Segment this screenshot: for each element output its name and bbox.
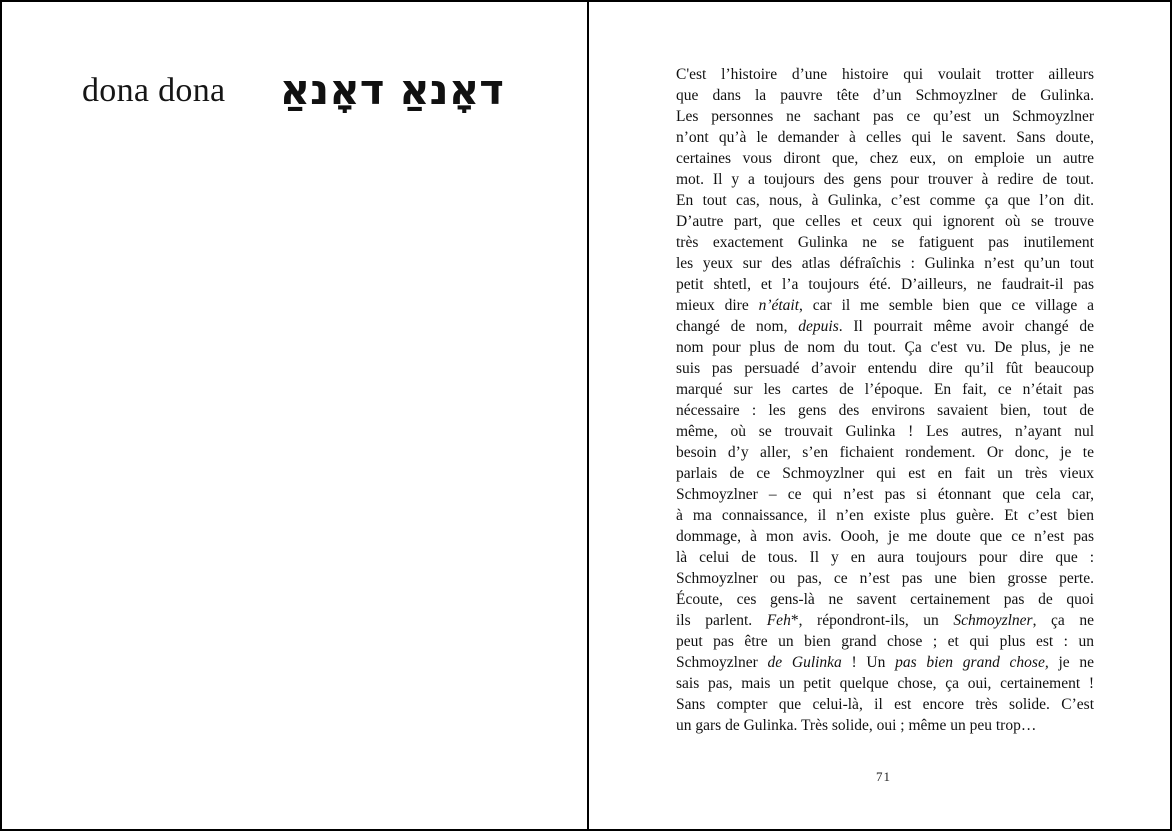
text-line: mieux dire n’était, car il me semble bien que ce village a [676, 297, 1094, 314]
text-line: Schmoyzlner – ce qui n’est pas si étonnant que cela car, [676, 486, 1094, 503]
text-line: Schmoyzlner ou pas, ce n’est pas une bien grosse perte. [676, 570, 1094, 587]
chapter-title-hebrew: דאָנאַ דאָנאַ [279, 65, 504, 114]
text-line: que dans la pauvre tête d’un Schmoyzlner de Gulinka. [676, 87, 1094, 104]
text-line: marqué sur les cartes de l’époque. En fait, ce n’était pas [676, 381, 1094, 398]
text-line: dommage, à mon avis. Oooh, je me doute que ce n’est pas [676, 528, 1094, 545]
text-line: besoin d’y aller, s’en fichaient rondement. Or donc, je te [676, 444, 1094, 461]
text-line: En tout cas, nous, à Gulinka, c’est comme ça que l’on dit. [676, 192, 1094, 209]
text-line: Les personnes ne sachant pas ce qu’est un Schmoyzlner [676, 108, 1094, 125]
text-line: là celui de tous. Il y en aura toujours pour dire que : [676, 549, 1094, 566]
text-line: même, où se trouvait Gulinka ! Les autres, n’ayant nul [676, 423, 1094, 440]
left-page [2, 2, 587, 829]
text-line: suis pas persuadé d’avoir entendu dire qu’il fût beaucoup [676, 360, 1094, 377]
text-line: Schmoyzlner de Gulinka ! Un pas bien grand chose, je ne [676, 654, 1094, 671]
text-line: à ma connaissance, il n’en existe plus guère. Et c’est bien [676, 507, 1094, 524]
body-paragraph [676, 64, 1094, 736]
text-line: un gars de Gulinka. Très solide, oui ; même un peu trop… [676, 717, 1037, 734]
text-line: sais pas, mais un petit quelque chose, ça oui, certainement ! [676, 675, 1094, 692]
text-line: petit shtetl, et l’a toujours été. D’ailleurs, ne faudrait-il pas [676, 276, 1094, 293]
right-page [589, 2, 1170, 829]
text-line: très exactement Gulinka ne se fatiguent pas inutilement [676, 234, 1094, 251]
page-number: 71 [876, 769, 891, 784]
text-line: peut pas être un bien grand chose ; et qui plus est : un [676, 633, 1094, 650]
text-line: nom pour plus de nom du tout. Ça c'est vu. De plus, je ne [676, 339, 1094, 356]
chapter-title-latin: dona dona [82, 72, 226, 109]
text-line: Sans compter que celui-là, il est encore très solide. C’est [676, 696, 1094, 713]
text-line: changé de nom, depuis. Il pourrait même avoir changé de [676, 318, 1094, 335]
text-line: certaines vous diront que, chez eux, on emploie un autre [676, 150, 1094, 167]
text-line: ils parlent. Feh*, répondront-ils, un Schmoyzlner, ça ne [676, 612, 1094, 629]
text-line: nécessaire : les gens des environs savaient bien, tout de [676, 402, 1094, 419]
text-line: les yeux sur des atlas défraîchis : Gulinka n’est qu’un tout [676, 255, 1094, 272]
text-line: Écoute, ces gens-là ne savent certainement pas de quoi [676, 591, 1094, 608]
text-line: D’autre part, que celles et ceux qui ignorent où se trouve [676, 213, 1094, 230]
text-line: C'est l’histoire d’une histoire qui voulait trotter ailleurs [676, 66, 1094, 83]
text-line: n’ont qu’à le demander à celles qui le savent. Sans doute, [676, 129, 1094, 146]
text-line: parlais de ce Schmoyzlner qui est en fait un très vieux [676, 465, 1094, 482]
text-line: mot. Il y a toujours des gens pour trouver à redire de tout. [676, 171, 1094, 188]
